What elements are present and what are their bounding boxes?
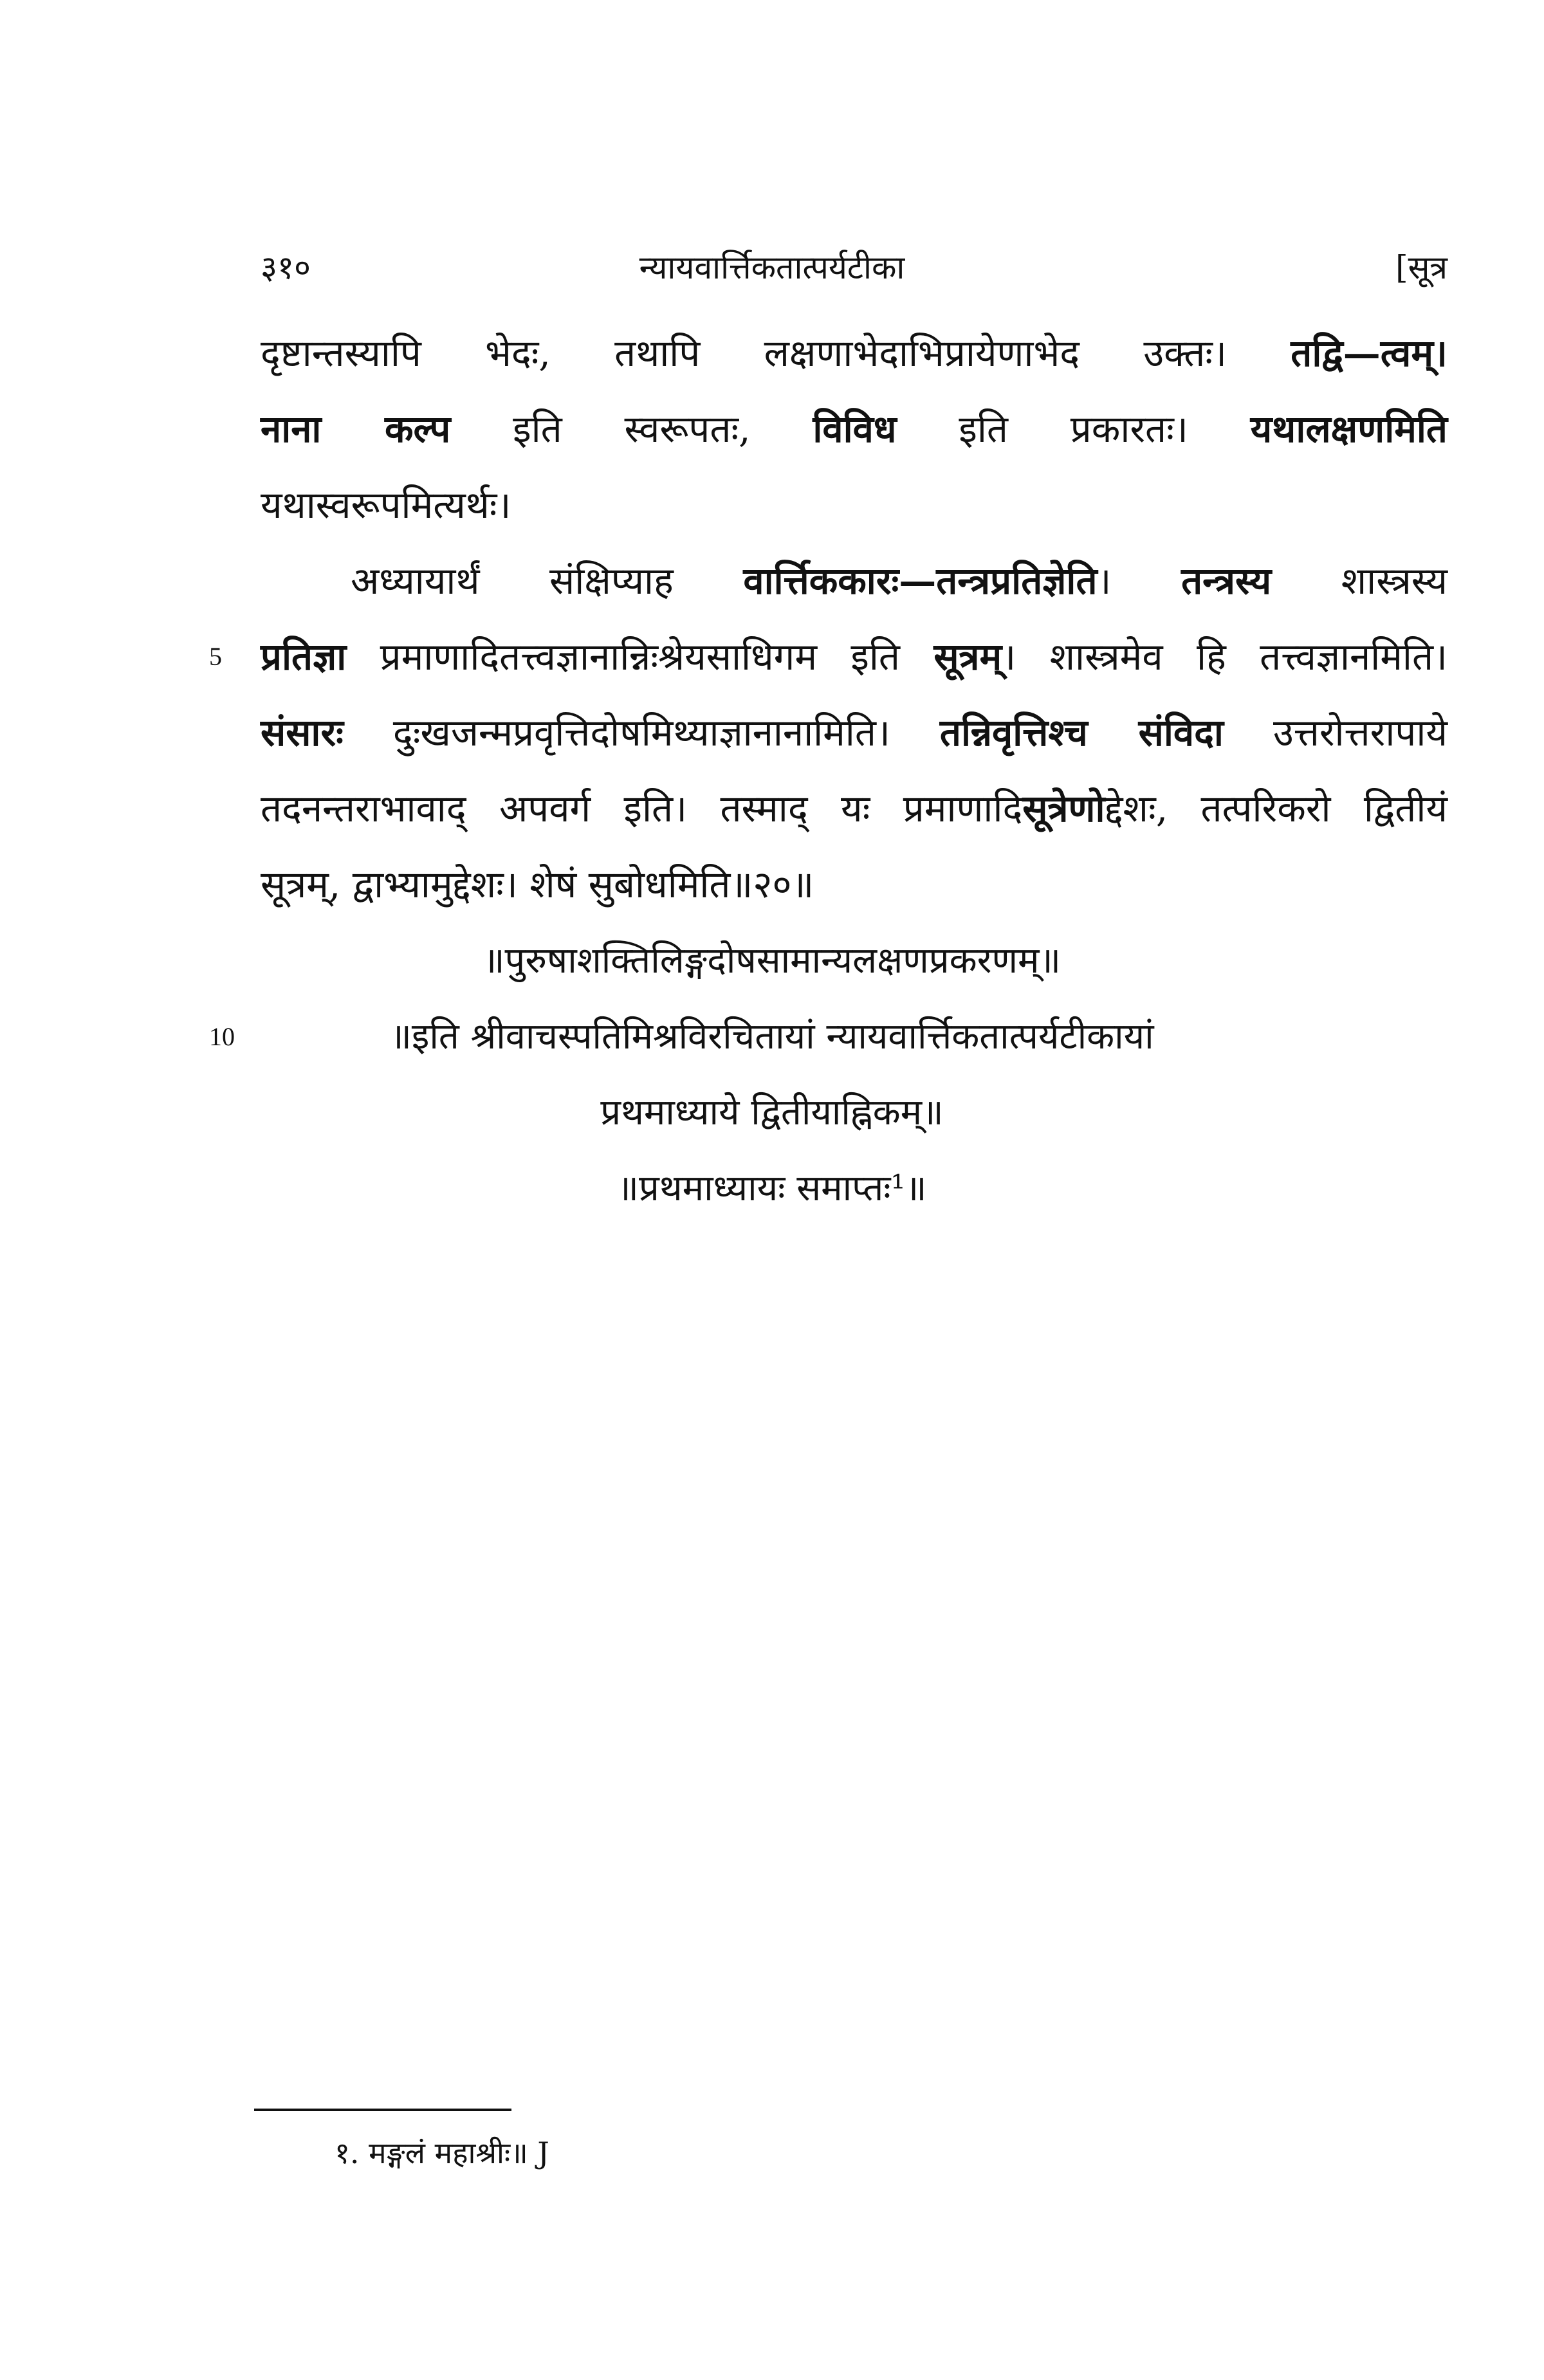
text-line bbox=[261, 771, 1448, 847]
colophon-line bbox=[0, 1151, 1544, 1227]
bold-term: तन्निवृत्तिश्च संविदा bbox=[939, 711, 1224, 755]
line-number: 5 bbox=[209, 642, 222, 671]
chapter-colophon bbox=[0, 923, 1544, 1227]
text-segment: उत्तरोत्तरापाये bbox=[1223, 711, 1448, 755]
colophon-text: ॥पुरुषाशक्तिलिङ्गदोषसामान्यलक्षणप्रकरणम्॥ bbox=[482, 940, 1062, 982]
text-segment: द्देशः, तत्परिकरो द्वितीयं bbox=[1105, 787, 1448, 830]
footnote: १. मङ्गलं महाश्रीः॥ J bbox=[335, 2136, 549, 2170]
text-segment: इति प्रकारतः। bbox=[896, 407, 1251, 451]
bold-term: विविध bbox=[813, 407, 897, 451]
text-segment: इति स्वरूपतः, bbox=[450, 407, 813, 451]
bold-term: तद्वि—त्वम्। bbox=[1291, 331, 1448, 375]
text-line bbox=[261, 391, 1448, 467]
text-segment: अध्यायार्थं संक्षिप्याह bbox=[351, 559, 744, 603]
text-line bbox=[261, 695, 1448, 771]
commentary-text bbox=[209, 315, 1448, 922]
text-segment: सूत्रम्, द्वाभ्यामुद्देशः। शेषं सुबोधमिति॥२०॥ bbox=[261, 863, 814, 906]
text-segment: तदनन्तराभावाद् अपवर्ग इति। तस्माद् यः प्रमाणादि bbox=[261, 787, 1023, 830]
text-segment: । शास्त्रमेव हि तत्त्वज्ञानमिति। bbox=[1002, 635, 1448, 679]
bold-term: सूत्रम् bbox=[933, 635, 1002, 679]
colophon-text: ॥इति श्रीवाचस्पतिमिश्रविरचितायां न्यायवार्त्तिकतात्पर्यटीकायां bbox=[390, 1016, 1154, 1057]
text-line bbox=[209, 619, 1448, 695]
text-line bbox=[261, 847, 1448, 922]
bold-term: सूत्रेणो bbox=[1022, 787, 1105, 830]
text-line bbox=[261, 467, 1448, 543]
colophon-text: ॥प्रथमाध्यायः समाप्तः¹॥ bbox=[617, 1167, 927, 1209]
bold-term: यथालक्षणमिति bbox=[1250, 407, 1448, 451]
text-line bbox=[261, 543, 1448, 619]
line-number: 10 bbox=[209, 1022, 235, 1051]
colophon-text: प्रथमाध्याये द्वितीयाह्निकम्॥ bbox=[600, 1092, 944, 1133]
footnote-rule bbox=[254, 2109, 511, 2111]
text-segment: । bbox=[1097, 559, 1182, 603]
bold-term: संसारः bbox=[261, 711, 344, 755]
colophon-line bbox=[0, 1075, 1544, 1151]
page-number: ३१० bbox=[261, 249, 311, 286]
colophon-line bbox=[0, 923, 1544, 999]
section-label: [सूत्र bbox=[1395, 249, 1448, 286]
page-header bbox=[0, 244, 1544, 296]
running-title: न्यायवार्त्तिकतात्पर्यटीका bbox=[639, 249, 905, 286]
text-segment: दृष्टान्तस्यापि भेदः, तथापि लक्षणाभेदाभिप्रायेणाभेद उक्तः। bbox=[261, 331, 1291, 375]
bold-term: वार्त्तिककारः—तन्त्रप्रतिज्ञेति bbox=[743, 559, 1098, 603]
bold-term: तन्त्रस्य bbox=[1181, 559, 1272, 603]
text-line bbox=[261, 315, 1448, 391]
text-segment: दुःखजन्मप्रवृत्तिदोषमिथ्याज्ञानानामिति। bbox=[343, 711, 940, 755]
text-segment: यथास्वरूपमित्यर्थः। bbox=[261, 483, 511, 527]
bold-term: नाना कल्प bbox=[261, 407, 451, 451]
bold-term: प्रतिज्ञा bbox=[261, 635, 347, 679]
text-segment: शास्त्रस्य bbox=[1271, 559, 1448, 603]
text-segment: प्रमाणादितत्त्वज्ञानान्निःश्रेयसाधिगम इति bbox=[346, 635, 934, 679]
colophon-line bbox=[0, 999, 1544, 1075]
